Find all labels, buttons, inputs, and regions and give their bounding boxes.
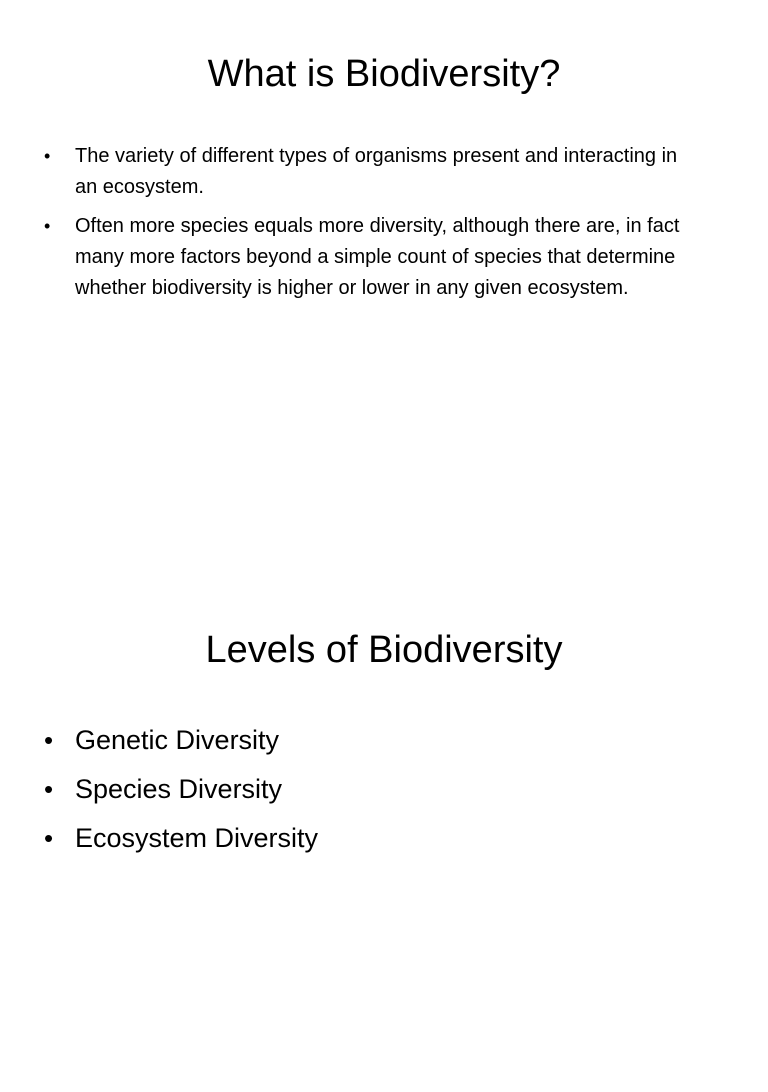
slide-title: Levels of Biodiversity: [205, 629, 563, 671]
bullet-dot-icon: •: [44, 146, 51, 166]
bullet-text: Ecosystem Diversity: [75, 823, 319, 853]
bullet-item: [44, 818, 704, 858]
slide-levels-of-biodiversity: [0, 580, 768, 1092]
bullet-text: Species Diversity: [75, 774, 283, 804]
slide-title: What is Biodiversity?: [207, 53, 561, 95]
bullet-item: [44, 211, 704, 304]
bullet-item: [44, 720, 704, 760]
bullet-text: Often more species equals more diversity, although there are, in fact many more factors beyond a simple count of species that determine whether biodiversity is higher or lower in any given ecosystem.: [75, 215, 680, 299]
slide-what-is-biodiversity: [0, 0, 768, 512]
bullet-dot-icon: •: [44, 725, 54, 755]
bullet-list: [44, 720, 704, 867]
bullet-dot-icon: •: [44, 823, 54, 853]
bullet-text: The variety of different types of organisms present and interacting in an ecosystem.: [75, 145, 678, 198]
bullet-dot-icon: •: [44, 216, 51, 236]
bullet-item: [44, 141, 704, 203]
bullet-text: Genetic Diversity: [75, 725, 280, 755]
bullet-dot-icon: •: [44, 774, 54, 804]
bullet-item: [44, 769, 704, 809]
bullet-list: [44, 141, 704, 312]
